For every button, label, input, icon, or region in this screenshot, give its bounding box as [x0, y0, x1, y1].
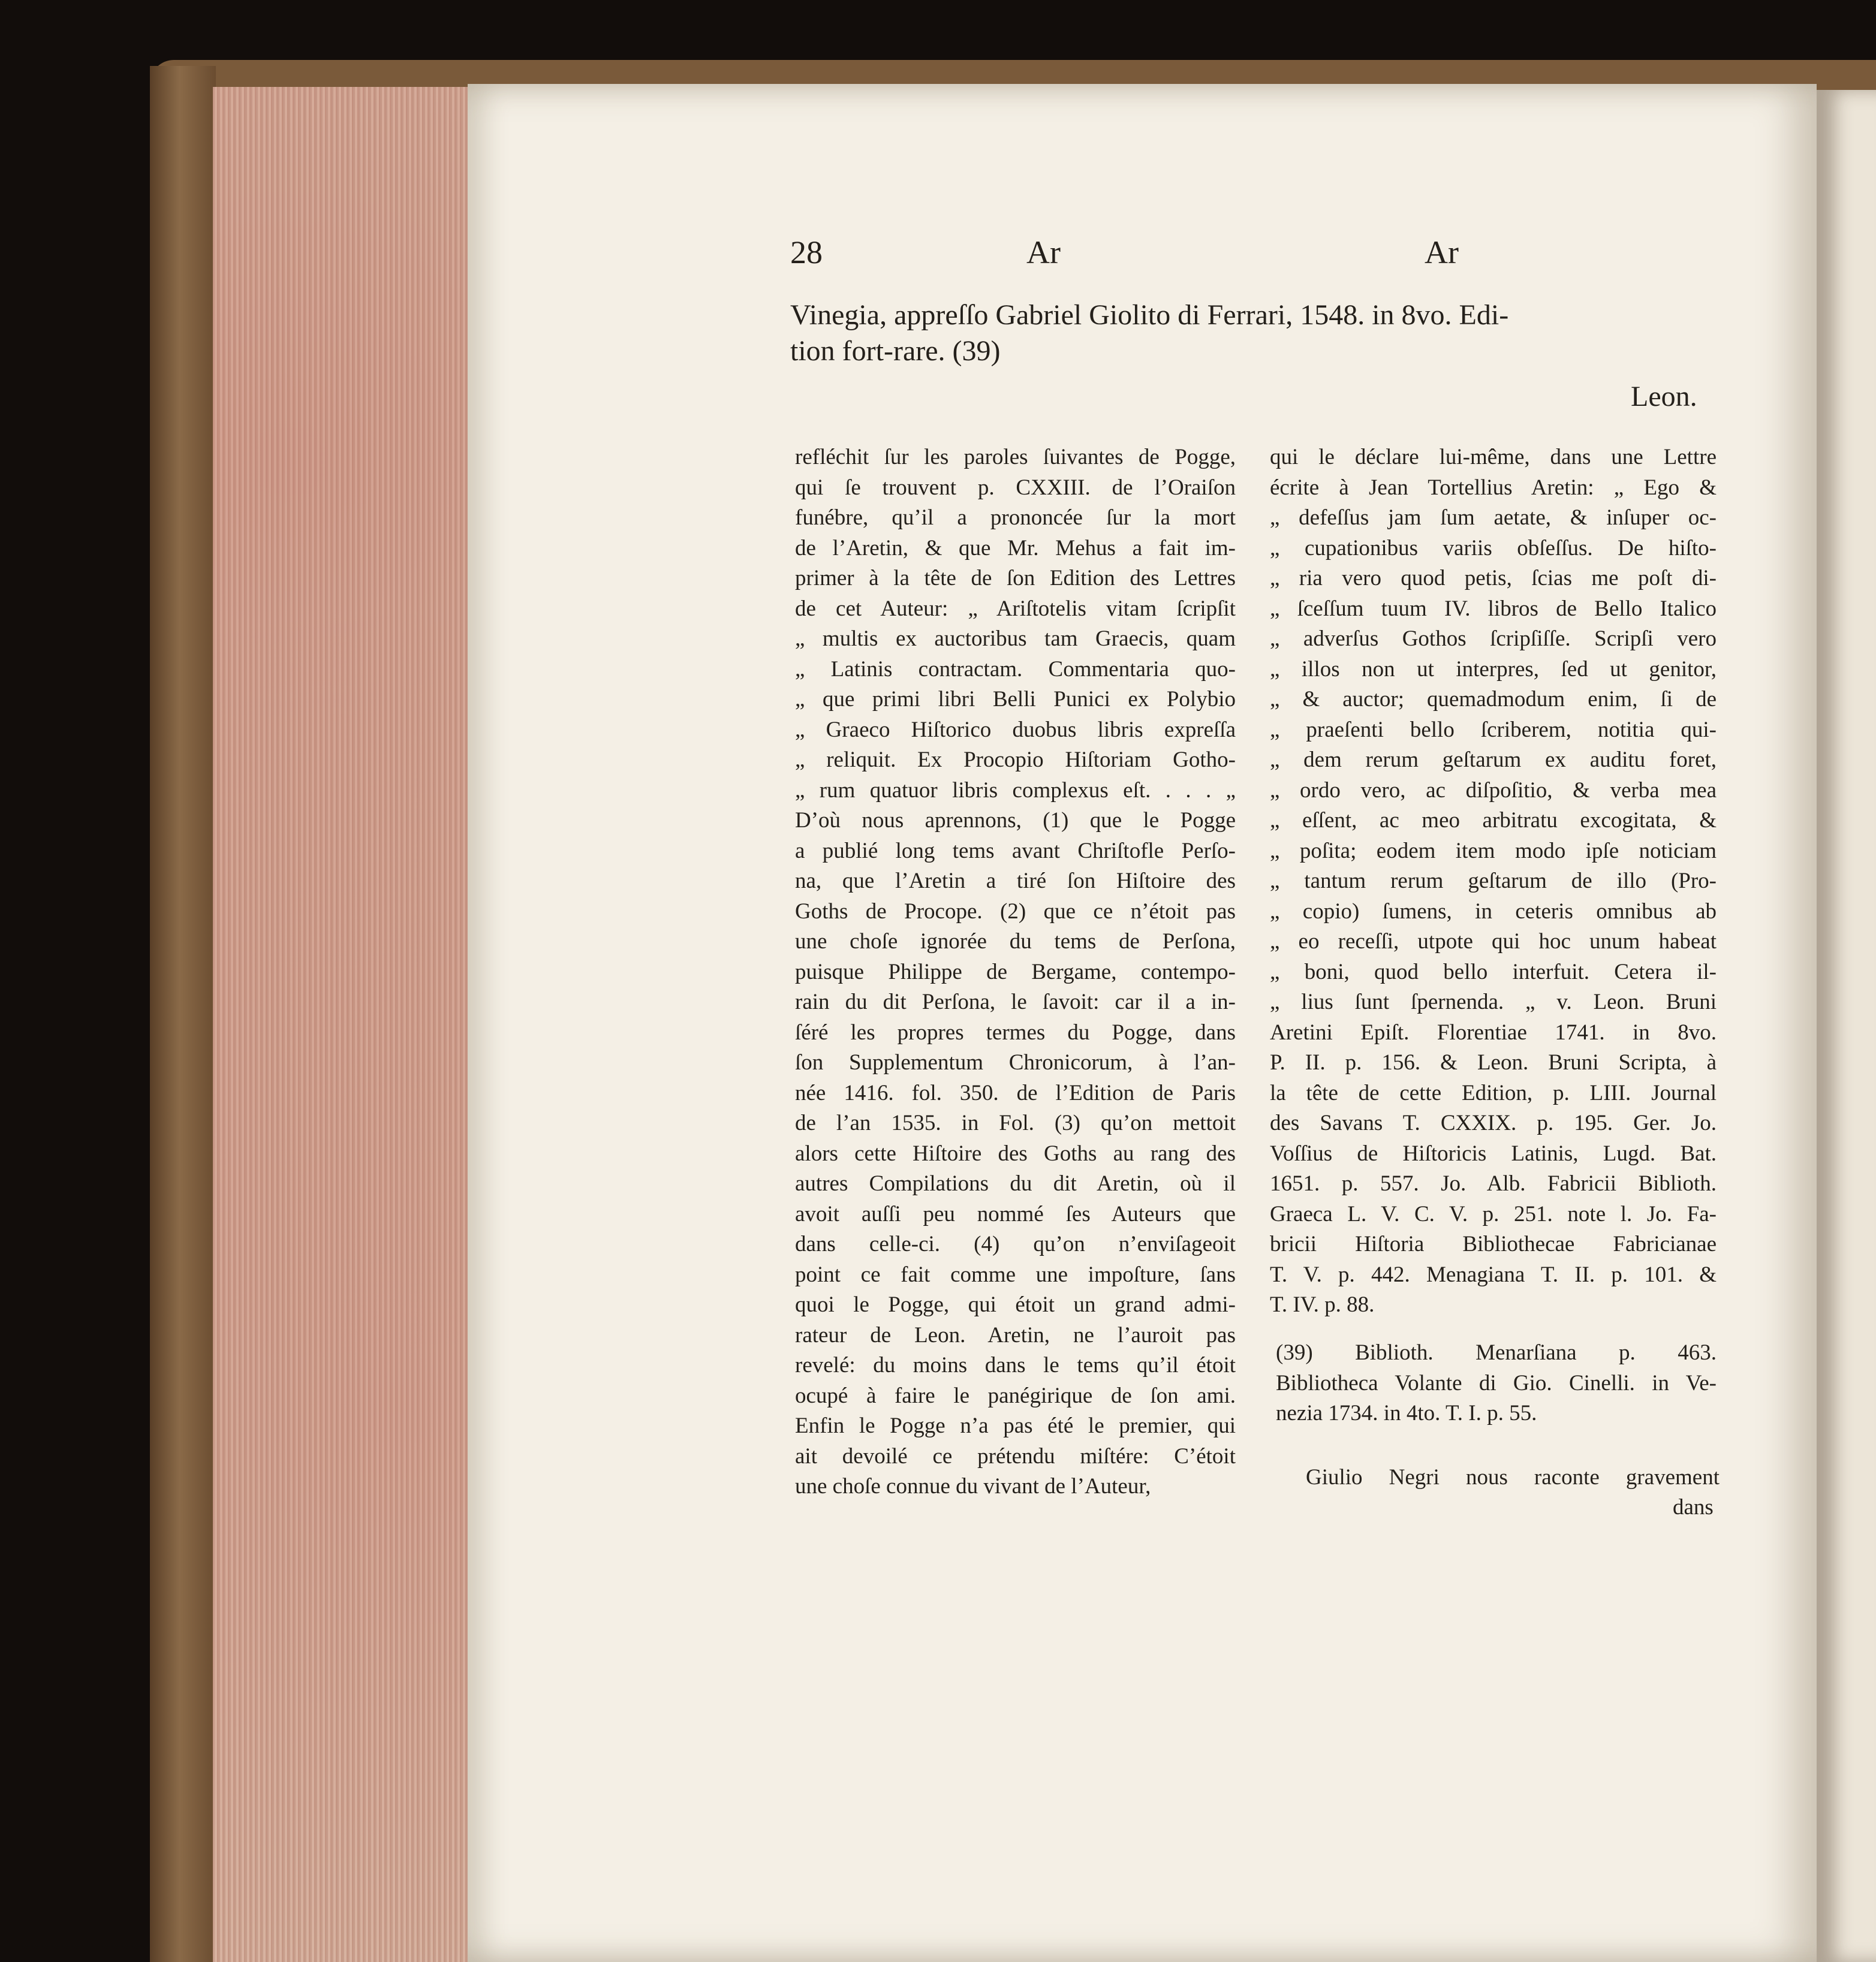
text-line: „ eſſent, ac meo arbitratu excogitata, &: [1270, 808, 1717, 833]
text-line: „ illos non ut interpres, ſed ut genitor,: [1270, 656, 1717, 682]
text-line: quoi le Pogge, qui étoit un grand admi-: [795, 1292, 1236, 1317]
footnote-line: nezia 1734. in 4to. T. I. p. 55.: [1276, 1401, 1537, 1425]
text-line: „ ſceſſum tuum IV. libros de Bello Italico: [1270, 596, 1717, 621]
text-line: „ ordo vero, ac diſpoſitio, & verba mea: [1270, 777, 1717, 803]
entry-line-2: tion fort-rare. (39): [790, 335, 1001, 367]
text-line: Graeca L. V. C. V. p. 251. note l. Jo. Fa-: [1270, 1201, 1717, 1226]
text-line: rain du dit Perſona, le ſavoit: car il a in-: [795, 990, 1236, 1014]
text-line: „ poſita; eodem item modo ipſe noticiam: [1270, 838, 1717, 863]
text-line: de l’an 1535. in Fol. (3) qu’on mettoit: [795, 1111, 1236, 1135]
right-column: [1270, 442, 1717, 1321]
text-line: „ ria vero quod petis, ſcias me poſt di-: [1270, 566, 1717, 590]
text-line: née 1416. fol. 350. de l’Edition de Paris: [795, 1080, 1236, 1105]
text-line: primer à la tête de ſon Edition des Lettres: [795, 566, 1236, 590]
text-line: „ eo receſſi, utpote qui hoc unum habeat: [1270, 929, 1717, 954]
text-line: „ boni, quod bello interfuit. Cetera il-: [1270, 959, 1717, 984]
text-line: qui ſe trouvent p. CXXIII. de l’Oraiſon: [795, 475, 1236, 500]
text-line: Voſſius de Hiſtoricis Latinis, Lugd. Bat.: [1270, 1141, 1717, 1166]
text-line: „ tantum rerum geſtarum de illo (Pro-: [1270, 869, 1717, 893]
footnote: [1276, 1338, 1717, 1429]
text-line: T. IV. p. 88.: [1270, 1292, 1375, 1317]
text-line: qui le déclare lui-même, dans une Lettre: [1270, 445, 1717, 469]
text-line: „ multis ex auctoribus tam Graecis, quam: [795, 626, 1236, 651]
text-line: alors cette Hiſtoire des Goths au rang des: [795, 1141, 1236, 1166]
text-line: a publié long tems avant Chriſtofle Perſo-: [795, 838, 1236, 863]
text-line: de cet Auteur: „ Ariſtotelis vitam ſcripſit: [795, 596, 1236, 621]
text-line: „ reliquit. Ex Procopio Hiſtoriam Gotho-: [795, 748, 1236, 772]
catchword-top: Leon.: [1631, 381, 1697, 412]
text-line: „ adverſus Gothos ſcripſiſſe. Scripſi vero: [1270, 626, 1717, 651]
text-line: „ & auctor; quemadmodum enim, ſi de: [1270, 687, 1717, 712]
facing-page-edge: [1817, 90, 1876, 1962]
text-line: des Savans T. CXXIX. p. 195. Ger. Jo.: [1270, 1111, 1717, 1135]
entry-line-1: Vinegia, appreſſo Gabriel Giolito di Ferrari, 1548. in 8vo. Edi-: [790, 299, 1509, 331]
text-line: revelé: du moins dans le tems qu’il étoit: [795, 1353, 1236, 1378]
text-line: ſéré les propres termes du Pogge, dans: [795, 1020, 1236, 1045]
left-column: [795, 442, 1236, 1502]
text-line: avoit auſſi peu nommé ſes Auteurs que: [795, 1201, 1236, 1226]
page-edges: [213, 87, 471, 1962]
text-line: „ cupationibus variis obſeſſus. De hiſto-: [1270, 535, 1717, 560]
running-head-left: Ar: [1026, 234, 1061, 270]
text-line: une choſe connue du vivant de l’Auteur,: [795, 1474, 1151, 1499]
text-line: „ rum quatuor libris complexus eſt. . . . „: [795, 777, 1236, 803]
text-line: funébre, qu’il a prononcée ſur la mort: [795, 505, 1236, 530]
text-line: „ praeſenti bello ſcriberem, notitia qui-: [1270, 717, 1717, 742]
text-line: 1651. p. 557. Jo. Alb. Fabricii Biblioth.: [1270, 1171, 1717, 1196]
footnote-line: (39) Biblioth. Menarſiana p. 463.: [1276, 1340, 1717, 1365]
closing-line: Giulio Negri nous raconte gravement: [1306, 1465, 1720, 1490]
text-line: autres Compilations du dit Aretin, où il: [795, 1171, 1236, 1196]
text-line: refléchit ſur les paroles ſuivantes de Pogge,: [795, 445, 1236, 469]
text-line: ocupé à faire le panégirique de ſon ami.: [795, 1383, 1236, 1408]
text-line: rateur de Leon. Aretin, ne l’auroit pas: [795, 1322, 1236, 1348]
text-line: bricii Hiſtoria Bibliothecae Fabricianae: [1270, 1232, 1717, 1256]
text-line: „ lius ſunt ſpernenda. „ v. Leon. Bruni: [1270, 990, 1717, 1014]
text-line: Enfin le Pogge n’a pas été le premier, qui: [795, 1414, 1236, 1438]
text-line: écrite à Jean Tortellius Aretin: „ Ego &: [1270, 475, 1717, 500]
text-line: T. V. p. 442. Menagiana T. II. p. 101. &: [1270, 1262, 1717, 1287]
text-line: de l’Aretin, & que Mr. Mehus a fait im-: [795, 535, 1236, 560]
text-line: point ce fait comme une impoſture, ſans: [795, 1262, 1236, 1287]
text-line: „ dem rerum geſtarum ex auditu foret,: [1270, 748, 1717, 772]
text-line: la tête de cette Edition, p. LIII. Journal: [1270, 1080, 1717, 1105]
text-line: „ Graeco Hiſtorico duobus libris expreſſa: [795, 717, 1236, 742]
text-line: ait devoilé ce prétendu miſtére: C’étoit: [795, 1443, 1236, 1469]
text-line: Goths de Procope. (2) que ce n’étoit pas: [795, 899, 1236, 924]
footnote-line: Bibliotheca Volante di Gio. Cinelli. in Ve-: [1276, 1370, 1717, 1396]
text-line: P. II. p. 156. & Leon. Bruni Scripta, à: [1270, 1050, 1717, 1075]
text-line: D’où nous aprennons, (1) que le Pogge: [795, 808, 1236, 833]
text-line: „ copio) ſumens, in ceteris omnibus ab: [1270, 899, 1717, 924]
text-line: „ que primi libri Belli Punici ex Polybio: [795, 687, 1236, 712]
text-line: ſon Supplementum Chronicorum, à l’an-: [795, 1050, 1236, 1075]
catchword-bottom: dans: [1673, 1495, 1714, 1520]
text-line: „ Latinis contractam. Commentaria quo-: [795, 656, 1236, 682]
book-cover-edge: [150, 66, 216, 1962]
text-line: une choſe ignorée du tems de Perſona,: [795, 929, 1236, 954]
running-head-right: Ar: [1425, 234, 1459, 270]
text-line: puisque Philippe de Bergame, contempo-: [795, 959, 1236, 984]
text-line: dans celle-ci. (4) qu’on n’enviſageoit: [795, 1232, 1236, 1256]
page-number: 28: [790, 234, 823, 270]
text-line: Aretini Epiſt. Florentiae 1741. in 8vo.: [1270, 1020, 1717, 1045]
text-line: „ defeſſus jam ſum aetate, & inſuper oc-: [1270, 505, 1717, 530]
text-line: na, que l’Aretin a tiré ſon Hiſtoire des: [795, 869, 1236, 893]
